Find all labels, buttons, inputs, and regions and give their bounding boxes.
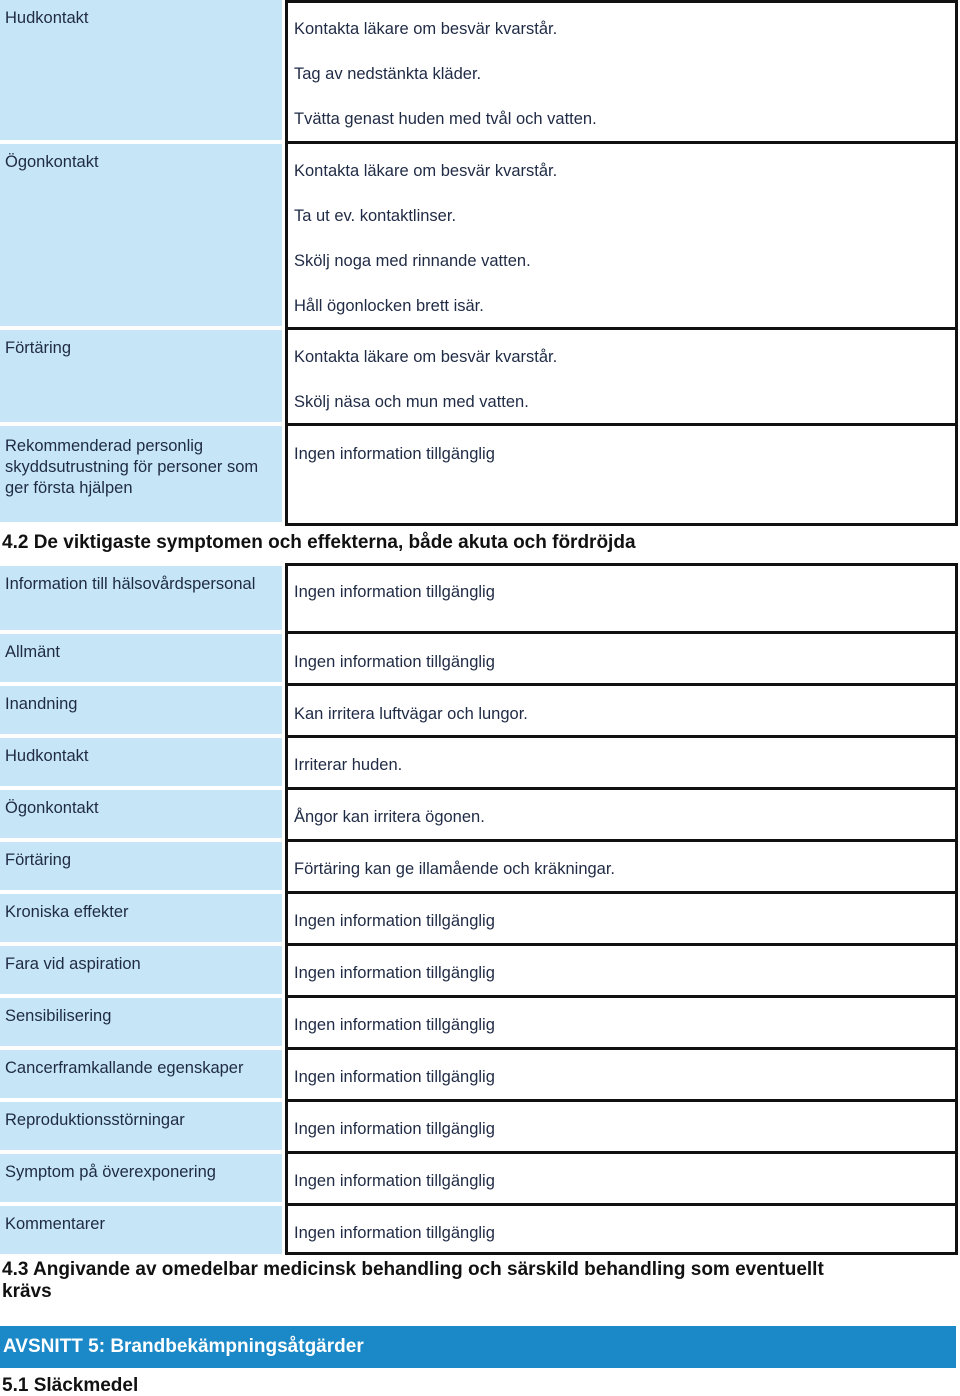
value-text: Ingen information tillgänglig (294, 653, 495, 671)
row-label-fortaring: Förtäring (0, 330, 282, 422)
value-text: Irriterar huden. (294, 756, 403, 774)
row-value-ppe-first-aid (285, 423, 958, 526)
instruction-line: Kontakta läkare om besvär kvarstår. (294, 348, 558, 366)
instruction-line: Ta ut ev. kontaktlinser. (294, 207, 457, 225)
row-value (285, 631, 958, 686)
value-text: Ingen information tillgänglig (294, 1120, 495, 1138)
row-label: Cancerframkallande egenskaper (0, 1050, 282, 1098)
row-label-ogonkontakt: Ögonkontakt (0, 144, 282, 326)
row-value-ogonkontakt (285, 141, 958, 330)
row-label: Sensibilisering (0, 998, 282, 1046)
value-text: Förtäring kan ge illamående och kräkningar. (294, 860, 616, 878)
value-text: Ingen information tillgänglig (294, 912, 495, 930)
row-value (285, 735, 958, 790)
value-text: Ingen information tillgänglig (294, 583, 495, 601)
instruction-line: Tvätta genast huden med tvål och vatten. (294, 110, 597, 128)
row-value (285, 995, 958, 1050)
value-text: Kan irritera luftvägar och lungor. (294, 705, 528, 723)
value-text: Ingen information tillgänglig (294, 964, 495, 982)
row-label-ppe-first-aid: Rekommenderad personlig skyddsutrustning för personer som ger första hjälpen (0, 426, 282, 522)
row-label: Symptom på överexponering (0, 1154, 282, 1202)
instruction-line: Kontakta läkare om besvär kvarstår. (294, 162, 558, 180)
instruction-line: Tag av nedstänkta kläder. (294, 65, 482, 83)
value-text: Ingen information tillgänglig (294, 1224, 495, 1242)
row-value (285, 1099, 958, 1154)
row-label: Reproduktionsstörningar (0, 1102, 282, 1150)
section-4-2-heading: 4.2 De viktigaste symptomen och effekterna, både akuta och fördröjda (2, 532, 636, 553)
section-4-3-heading: 4.3 Angivande av omedelbar medicinsk behandling och särskild behandling som eventuellt krävs (2, 1259, 824, 1302)
row-value (285, 683, 958, 738)
row-value (285, 891, 958, 946)
row-label: Hudkontakt (0, 738, 282, 786)
section-5-banner: AVSNITT 5: Brandbekämpningsåtgärder (0, 1326, 956, 1368)
instruction-line: Håll ögonlocken brett isär. (294, 297, 484, 315)
row-label-hudkontakt: Hudkontakt (0, 0, 282, 140)
row-label: Fara vid aspiration (0, 946, 282, 994)
row-label: Inandning (0, 686, 282, 734)
row-label: Ögonkontakt (0, 790, 282, 838)
row-label: Allmänt (0, 634, 282, 682)
instruction-line: Skölj näsa och mun med vatten. (294, 393, 529, 411)
row-value (285, 943, 958, 998)
row-value (285, 839, 958, 894)
value-text: Ångor kan irritera ögonen. (294, 808, 485, 826)
section-5-1-heading: 5.1 Släckmedel (2, 1375, 139, 1396)
row-value-fortaring (285, 327, 958, 426)
row-value (285, 563, 958, 634)
instruction-line: Kontakta läkare om besvär kvarstår. (294, 20, 558, 38)
value-text: Ingen information tillgänglig (294, 1172, 495, 1190)
row-value (285, 1203, 958, 1255)
row-label: Kroniska effekter (0, 894, 282, 942)
instruction-line: Skölj noga med rinnande vatten. (294, 252, 531, 270)
value-text: Ingen information tillgänglig (294, 1016, 495, 1034)
value-text: Ingen information tillgänglig (294, 1068, 495, 1086)
row-value (285, 787, 958, 842)
instruction-line: Ingen information tillgänglig (294, 445, 495, 463)
row-label: Förtäring (0, 842, 282, 890)
row-label: Information till hälsovårdspersonal (0, 566, 282, 630)
row-label: Kommentarer (0, 1206, 282, 1254)
row-value (285, 1151, 958, 1206)
row-value-hudkontakt (285, 0, 958, 144)
row-value (285, 1047, 958, 1102)
